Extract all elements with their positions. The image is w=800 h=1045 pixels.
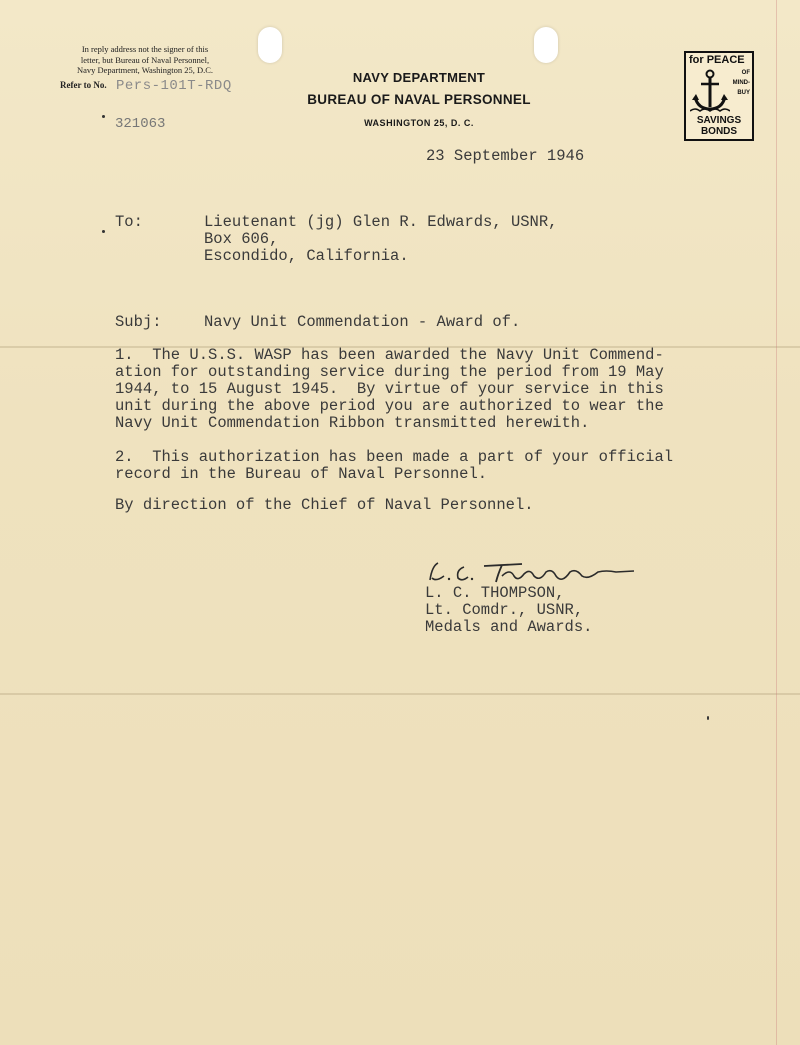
dot-mark	[102, 230, 105, 233]
dot-mark	[102, 115, 105, 118]
reply-notice: In reply address not the signer of this letter, but Bureau of Naval Personnel, Navy Department, Washington 25, D.C.	[76, 44, 214, 75]
recipient-city: Escondido, California.	[204, 247, 409, 265]
margin-line	[776, 0, 777, 1045]
signer-name: L. C. THOMPSON,	[425, 584, 565, 602]
direction-line: By direction of the Chief of Naval Personnel.	[115, 496, 534, 514]
recipient-box: Box 606,	[204, 230, 279, 248]
subject-label: Subj:	[115, 313, 162, 331]
letterhead-department: NAVY DEPARTMENT	[352, 70, 486, 85]
to-label: To:	[115, 213, 143, 231]
letterhead-address: WASHINGTON 25, D. C.	[364, 118, 474, 128]
subject-text: Navy Unit Commendation - Award of.	[204, 313, 521, 331]
ink-speck	[707, 716, 709, 720]
punch-hole	[258, 27, 282, 63]
signer-rank: Lt. Comdr., USNR,	[425, 601, 584, 619]
letter-page: In reply address not the signer of this letter, but Bureau of Naval Personnel, Navy Department, Washington 25, D.C. Refer to No. Pers-101T-RDQ 321063 NAVY DEPARTMENT BUREAU OF NAVAL PERSONNEL WASHINGTON 25, D. C. for PEACE OF MIND- BUY SAVINGS BONDS 23 September 1946 To: Lieutenant (jg) Glen R. Edwards, USNR, Box 606, Escondido, California. Subj: Navy Unit Commendation - Award of. 1. The U.S.S. WASP has been awarded the Navy Unit Commend- ation for outstanding service during the period from 19 May 1944, to 15 August 1945. By virtue of your service in this unit during the above period you are authorized to wear the Navy Unit Commendation Ribbon transmitted herewith. 2. This authorization has been made a part of your official record in the Bureau of Naval Personnel. By direction of the Chief of Naval Personnel. L. C. THOMPSON, Lt. Comdr., USNR, Medals and Awards.	[0, 0, 800, 1045]
refer-label: Refer to No.	[60, 80, 107, 90]
refer-number: Pers-101T-RDQ	[116, 78, 232, 94]
signer-office: Medals and Awards.	[425, 618, 593, 636]
serial-number: 321063	[115, 116, 166, 132]
fold-line	[0, 693, 800, 695]
punch-hole	[534, 27, 558, 63]
letter-date: 23 September 1946	[426, 147, 585, 165]
anchor-icon	[690, 69, 730, 113]
letterhead-bureau: BUREAU OF NAVAL PERSONNEL	[307, 92, 531, 107]
recipient-name: Lieutenant (jg) Glen R. Edwards, USNR,	[204, 213, 558, 231]
savings-bond-stamp: for PEACE OF MIND- BUY SAVINGS BONDS	[684, 51, 754, 141]
